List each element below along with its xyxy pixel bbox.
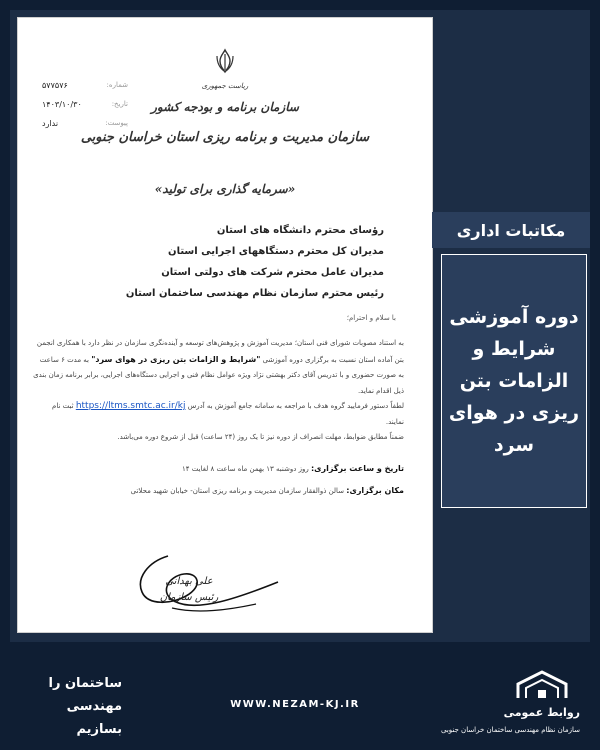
body-text: ثبت نام نمایند. (52, 402, 404, 426)
recipient: رؤسای محترم دانشگاه های استان (216, 225, 384, 236)
datetime-value: روز دوشنبه ۱۳ بهمن ماه ساعت ۸ لغایت ۱۴ (182, 465, 309, 473)
datetime-label: تاریخ و ساعت برگزاری: (310, 464, 404, 473)
date-value: ۱۴۰۳/۱۰/۳۰ (42, 100, 82, 109)
recipient: مدیران کل محترم دستگاههای اجرایی استان (168, 246, 384, 257)
venue-label: مکان برگزاری: (346, 486, 404, 495)
body-text: به استناد مصوبات شورای فنی استان؛ مدیریت آموزش و پژوهش‌های توسعه و آینده‌نگری سازمان در نظر دارد با همکاری انجمن بتن آماده استان نسبت به برگزاری دوره آموزشی (36, 339, 404, 364)
meta-number (42, 80, 128, 91)
course-title-box (441, 254, 587, 508)
body-paragraph: ضمناً مطابق ضوابط، مهلت انصراف از دوره نیز تا یک روز (۲۴ ساعت) قبل از شروع دوره می‌باشد. (117, 433, 404, 441)
meta-attachment (42, 118, 128, 129)
number-label: شماره: (106, 81, 128, 89)
signer-block (144, 574, 234, 606)
date-label: تاریخ: (111, 100, 128, 108)
recipient: رئیس محترم سازمان نظام مهندسی ساختمان استان (125, 288, 384, 299)
letter-meta (42, 80, 128, 137)
body-text: به مدت ۶ ساعت به صورت حضوری و با تدریس آقای دکتر بهشتی نژاد ویژه عوامل نظام فنی و اجرایی دستگاه‌های اجرایی، برابر برنامه زمان بندی ذیل اقدام نماید. (33, 355, 404, 395)
course-title: دوره آموزشی شرایط و الزامات بتن ریزی در هوای سرد (448, 306, 580, 456)
website-link[interactable]: WWW.NEZAM-KJ.IR (230, 699, 360, 710)
course-quote: "شرایط و الزامات بتن ریزی در هوای سرد" (91, 354, 261, 364)
attachment-label: پیوست: (105, 119, 128, 127)
number-value: ۵۷۷۵۷۶ (42, 81, 68, 90)
logo-title: روابط عمومی (503, 706, 580, 719)
registration-link[interactable]: https://ltms.smtc.ac.ir/kj (75, 401, 186, 411)
official-letter (18, 18, 432, 632)
body-paragraph (32, 336, 404, 399)
logo-subtitle: سازمان نظام مهندسی ساختمان خراسان جنوبی (440, 726, 580, 734)
meta-date (42, 99, 128, 110)
signer-name: علی بهدانی (165, 576, 213, 587)
category-tag: مکاتبات اداری (432, 212, 590, 248)
attachment-value: ندارد (42, 119, 59, 128)
venue-value: سالن ذوالفقار سازمان مدیریت و برنامه ریزی استان- خیابان شهید محلاتی (130, 487, 345, 495)
header-provincial-org: سازمان مدیریت و برنامه ریزی استان خراسان جنوبی (80, 130, 370, 145)
letter-body (32, 336, 404, 446)
year-slogan: «سرمایه گذاری برای تولید» (154, 182, 296, 196)
greeting: با سلام و احترام؛ (346, 314, 396, 322)
iran-emblem-icon (214, 48, 236, 74)
body-text: لطفاً دستور فرمایید گروه هدف با مراجعه به سامانه جامع آموزش به آدرس (187, 402, 404, 410)
header-organization: سازمان برنامه و بودجه کشور (151, 100, 299, 114)
recipients-list (126, 220, 384, 304)
footer-slogan (22, 672, 122, 741)
body-paragraph (32, 399, 404, 430)
header-presidency: ریاست جمهوری (201, 82, 249, 90)
building-logo-icon (512, 668, 572, 704)
footer-slogan-line: مهندسی (66, 699, 122, 714)
recipient: مدیران عامل محترم شرکت های دولتی استان (161, 267, 384, 278)
signer-title: رئیس سازمان (159, 592, 219, 603)
footer-slogan-line: ساختمان را (48, 676, 122, 691)
footer-slogan-line: بسازیم (76, 722, 122, 737)
datetime-line (32, 464, 404, 473)
venue-line (32, 486, 404, 495)
